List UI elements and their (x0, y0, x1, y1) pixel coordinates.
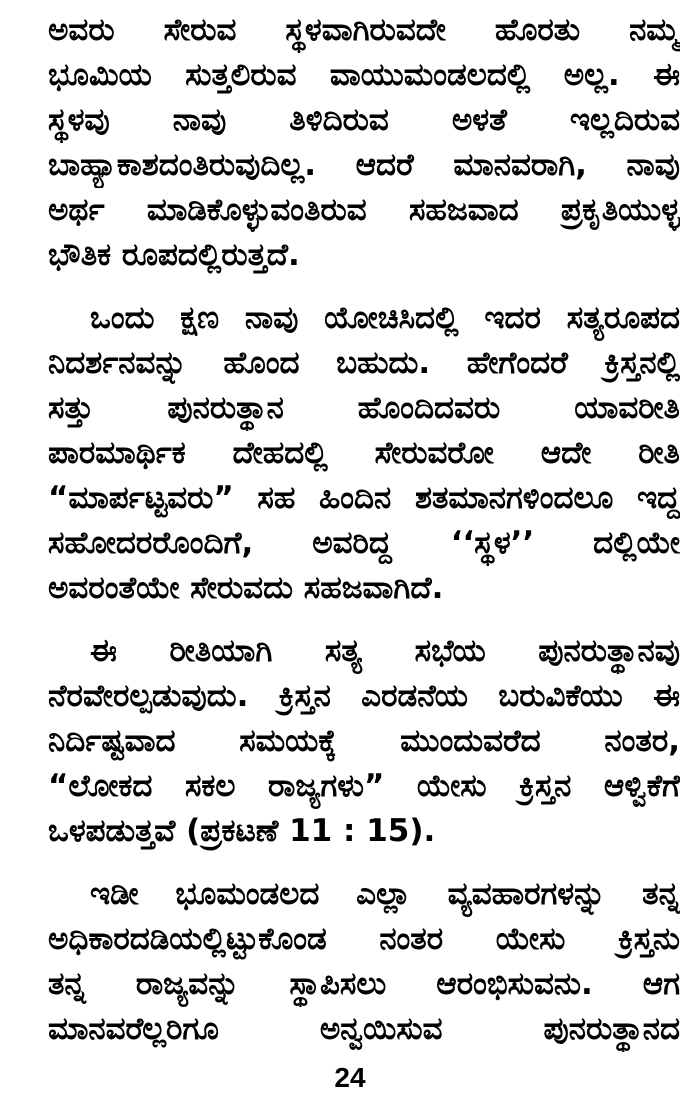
text-line: ಇಡೀ ಭೂಮಂಡಲದ ಎಲ್ಲಾ ವ್ಯವಹಾರಗಳನ್ನು ತನ್ನ (90, 876, 680, 912)
text-line: ಬಾಹ್ಯಾಕಾಶದಂತಿರುವುದಿಲ್ಲ. ಆದರೆ ಮಾನವರಾಗಿ, ನಾವು (48, 147, 680, 183)
text-line: ನಿದರ್ಶನವನ್ನು ಹೊಂದ ಬಹುದು. ಹೇಗೆಂದರೆ ಕ್ರಿಸ್ತನಲ್ಲಿ (48, 345, 680, 381)
text-line: “ಮಾರ್ಪಟ್ಟವರು” ಸಹ ಹಿಂದಿನ ಶತಮಾನಗಳಿಂದಲೂ ಇದ್ದ (48, 480, 680, 516)
text-line: ಅಧಿಕಾರದಡಿಯಲ್ಲಿಟ್ಟುಕೊಂಡ ನಂತರ ಯೇಸು ಕ್ರಿಸ್ತನು (48, 921, 680, 957)
text-line: ನಿರ್ದಿಷ್ಟವಾದ ಸಮಯಕ್ಕೆ ಮುಂದುವರೆದ ನಂತರ, (48, 723, 680, 759)
text-line: ಒಳಪಡುತ್ತವೆ (ಪ್ರಕಟಣೆ 11 : 15). (48, 813, 436, 849)
paragraph-3 (48, 629, 680, 854)
paragraph-1 (48, 8, 680, 278)
paragraph-spacer (48, 611, 680, 629)
paragraph-spacer (48, 278, 680, 296)
text-line: “ಲೋಕದ ಸಕಲ ರಾಜ್ಯಗಳು” ಯೇಸು ಕ್ರಿಸ್ತನ ಆಳ್ವಿಕೆಗೆ (48, 768, 680, 804)
text-line: ಅವರಂತೆಯೇ ಸೇರುವದು ಸಹಜವಾಗಿದೆ. (48, 570, 444, 606)
paragraph-spacer (48, 854, 680, 872)
page-number: 24 (334, 1062, 366, 1093)
text-line: ಅವರು ಸೇರುವ ಸ್ಥಳವಾಗಿರುವದೇ ಹೊರತು ನಮ್ಮ (48, 12, 680, 48)
text-line: ಭೂಮಿಯ ಸುತ್ತಲಿರುವ ವಾಯುಮಂಡಲದಲ್ಲಿ ಅಲ್ಲ. ಈ (48, 57, 680, 93)
text-line: ತನ್ನ ರಾಜ್ಯವನ್ನು ಸ್ಥಾಪಿಸಲು ಆರಂಭಿಸುವನು. ಆಗ (48, 966, 680, 1002)
text-line: ಸತ್ತು ಪುನರುತ್ಥಾನ ಹೊಂದಿದವರು ಯಾವರೀತಿ (48, 390, 680, 426)
text-line: ಅರ್ಥ ಮಾಡಿಕೊಳ್ಳುವಂತಿರುವ ಸಹಜವಾದ ಪ್ರಕೃತಿಯುಳ್ಳ (48, 192, 680, 228)
text-line: ನೆರವೇರಲ್ಪಡುವುದು. ಕ್ರಿಸ್ತನ ಎರಡನೆಯ ಬರುವಿಕೆಯು ಈ (48, 678, 680, 714)
text-line: ಸಹೋದರರೊಂದಿಗೆ, ಅವರಿದ್ದ ‘‘ಸ್ಥಳ’’ ದಲ್ಲಿಯೇ (48, 525, 680, 561)
text-line: ಪಾರಮಾರ್ಥಿಕ ದೇಹದಲ್ಲಿ ಸೇರುವರೋ ಆದೇ ರೀತಿ (48, 435, 680, 471)
text-line: ಮಾನವರೆಲ್ಲರಿಗೂ ಅನ್ವಯಿಸುವ ಪುನರುತ್ಥಾನದ (48, 1011, 680, 1047)
text-line: ಭೌತಿಕ ರೂಪದಲ್ಲಿರುತ್ತದೆ. (48, 237, 300, 273)
text-line: ಈ ರೀತಿಯಾಗಿ ಸತ್ಯ ಸಭೆಯ ಪುನರುತ್ಥಾನವು (90, 633, 680, 669)
paragraph-2 (48, 296, 680, 611)
paragraph-4 (48, 872, 680, 1052)
text-line: ಒಂದು ಕ್ಷಣ ನಾವು ಯೋಚಿಸಿದಲ್ಲಿ ಇದರ ಸತ್ಯರೂಪದ (90, 300, 680, 336)
text-line: ಸ್ಥಳವು ನಾವು ತಿಳಿದಿರುವ ಅಳತೆ ಇಲ್ಲದಿರುವ (48, 102, 680, 138)
